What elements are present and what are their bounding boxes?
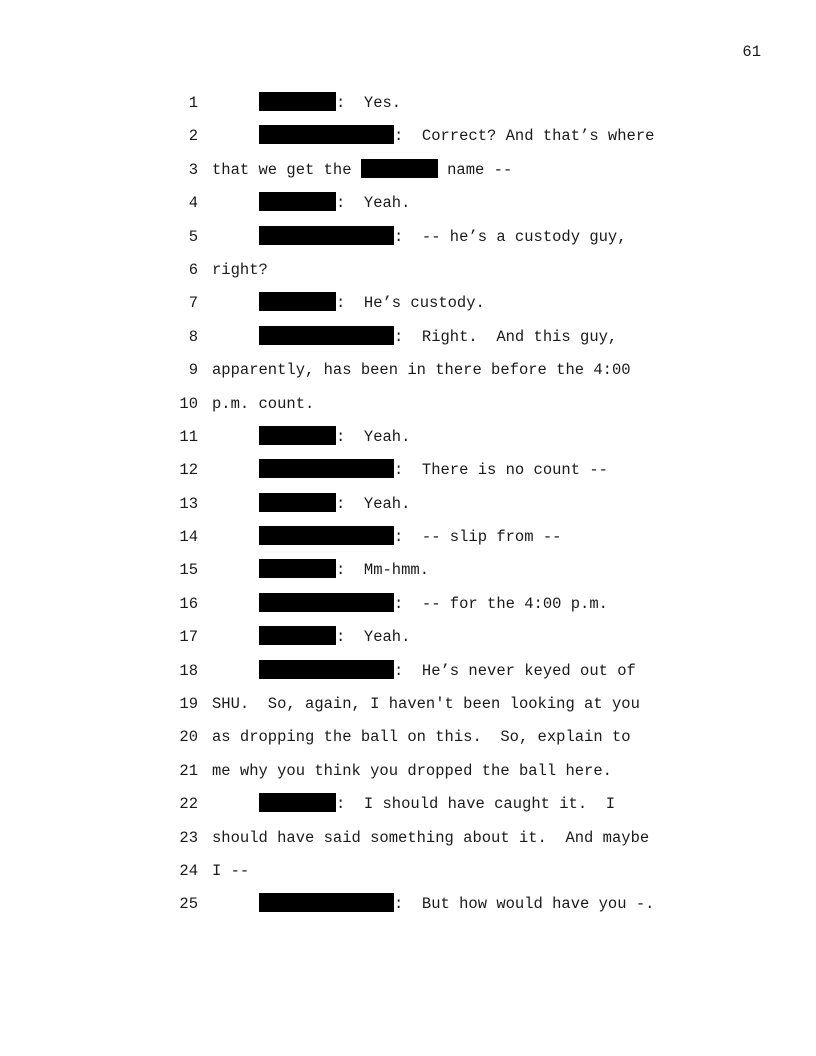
transcript-line	[0, 593, 816, 626]
line-text-after: : Correct? And that’s where	[394, 127, 655, 146]
line-number: 7	[188, 294, 198, 313]
line-text-before: should have said something about it. And maybe	[212, 828, 650, 847]
redacted-speaker-name	[259, 125, 394, 144]
transcript-line	[0, 559, 816, 592]
transcript-line	[0, 159, 816, 192]
redacted-speaker-name	[259, 426, 336, 445]
line-number: 21	[179, 761, 198, 780]
transcript-line	[0, 359, 816, 392]
transcript-line	[0, 526, 816, 559]
transcript-line	[0, 893, 816, 926]
line-number: 22	[179, 795, 198, 814]
line-number: 6	[188, 260, 198, 279]
redacted-name	[361, 159, 438, 178]
line-text-after: : But how would have you -.	[394, 895, 655, 914]
transcript-line	[0, 626, 816, 659]
line-text	[259, 626, 410, 648]
transcript-line	[0, 426, 816, 459]
line-number: 9	[188, 361, 198, 380]
redacted-speaker-name	[259, 493, 336, 512]
line-text-after: : Yeah.	[336, 494, 411, 513]
line-number: 8	[188, 327, 198, 346]
line-text-after: : He’s custody.	[336, 294, 485, 313]
transcript-line	[0, 459, 816, 492]
transcript-line	[0, 326, 816, 359]
line-text	[259, 559, 429, 581]
redacted-speaker-name	[259, 92, 336, 111]
line-text-after: : -- he’s a custody guy,	[394, 227, 627, 246]
redacted-speaker-name	[259, 326, 394, 345]
line-text	[212, 827, 649, 849]
line-text	[259, 793, 615, 815]
line-text-after: : -- for the 4:00 p.m.	[394, 594, 608, 613]
line-text-before: me why you think you dropped the ball here.	[212, 761, 612, 780]
transcript-line	[0, 860, 816, 893]
page-number: 61	[742, 43, 761, 61]
transcript-line	[0, 827, 816, 860]
line-text	[212, 760, 612, 782]
line-text-after: : Right. And this guy,	[394, 327, 618, 346]
line-text-after: : Mm-hmm.	[336, 561, 430, 580]
line-number: 24	[179, 861, 198, 880]
line-number: 18	[179, 661, 198, 680]
line-text-after: : Yeah.	[336, 427, 411, 446]
redacted-speaker-name	[259, 526, 394, 545]
line-text	[259, 326, 617, 348]
line-text-after: : Yeah.	[336, 194, 411, 213]
line-number: 15	[179, 561, 198, 580]
redacted-speaker-name	[259, 226, 394, 245]
line-text	[212, 693, 640, 715]
line-number: 23	[179, 828, 198, 847]
transcript-line	[0, 660, 816, 693]
transcript-line	[0, 192, 816, 225]
line-number: 3	[188, 160, 198, 179]
redacted-speaker-name	[259, 626, 336, 645]
line-number: 1	[188, 94, 198, 112]
transcript-line	[0, 292, 816, 325]
line-text	[212, 726, 631, 748]
line-text-before: apparently, has been in there before the 4:00	[212, 361, 631, 380]
transcript-line	[0, 125, 816, 158]
redacted-speaker-name	[259, 593, 394, 612]
redacted-speaker-name	[259, 893, 394, 912]
line-text	[212, 860, 249, 882]
line-text	[259, 493, 410, 515]
redacted-speaker-name	[259, 660, 394, 679]
line-number: 10	[179, 394, 198, 413]
redacted-speaker-name	[259, 192, 336, 211]
line-text	[259, 893, 654, 915]
redacted-speaker-name	[259, 292, 336, 311]
transcript-line	[0, 726, 816, 759]
line-text	[259, 459, 608, 481]
line-number: 4	[188, 194, 198, 213]
line-text	[259, 292, 485, 314]
line-text	[259, 526, 561, 548]
line-text	[259, 660, 636, 682]
line-text-before: right?	[212, 260, 268, 279]
line-number: 14	[179, 528, 198, 547]
line-number: 25	[179, 895, 198, 914]
transcript-line	[0, 259, 816, 292]
line-text	[212, 159, 512, 181]
line-text	[212, 259, 268, 281]
line-number: 2	[188, 127, 198, 146]
line-number: 5	[188, 227, 198, 246]
line-text	[259, 426, 410, 448]
line-text-after: : -- slip from --	[394, 528, 562, 547]
line-number: 13	[179, 494, 198, 513]
line-text-after: : There is no count --	[394, 461, 608, 480]
line-text	[259, 125, 654, 147]
line-text	[259, 226, 627, 248]
redacted-speaker-name	[259, 559, 336, 578]
line-text-after: : Yeah.	[336, 628, 411, 647]
line-text-after: : Yes.	[336, 94, 402, 112]
transcript-line	[0, 760, 816, 793]
transcript-body	[0, 92, 816, 927]
line-number: 16	[179, 594, 198, 613]
line-text-before: that we get the	[212, 160, 361, 179]
line-text	[212, 359, 631, 381]
line-number: 19	[179, 695, 198, 714]
transcript-line	[0, 793, 816, 826]
line-text	[259, 192, 410, 214]
transcript-line	[0, 693, 816, 726]
transcript-line	[0, 226, 816, 259]
redacted-speaker-name	[259, 459, 394, 478]
line-number: 11	[179, 427, 198, 446]
line-number: 12	[179, 461, 198, 480]
line-text-before: p.m. count.	[212, 394, 315, 413]
redacted-speaker-name	[259, 793, 336, 812]
line-text	[259, 92, 401, 114]
line-text-before: as dropping the ball on this. So, explain to	[212, 728, 631, 747]
line-number: 20	[179, 728, 198, 747]
line-text-before: I --	[212, 861, 250, 880]
line-text-after: : He’s never keyed out of	[394, 661, 636, 680]
line-text	[259, 593, 608, 615]
line-text-after: : I should have caught it. I	[336, 795, 616, 814]
line-text	[212, 393, 314, 415]
transcript-line	[0, 393, 816, 426]
line-text-after: name --	[437, 160, 513, 179]
line-number: 17	[179, 628, 198, 647]
transcript-line	[0, 493, 816, 526]
transcript-line	[0, 92, 816, 125]
line-text-before: SHU. So, again, I haven't been looking at you	[212, 695, 640, 714]
